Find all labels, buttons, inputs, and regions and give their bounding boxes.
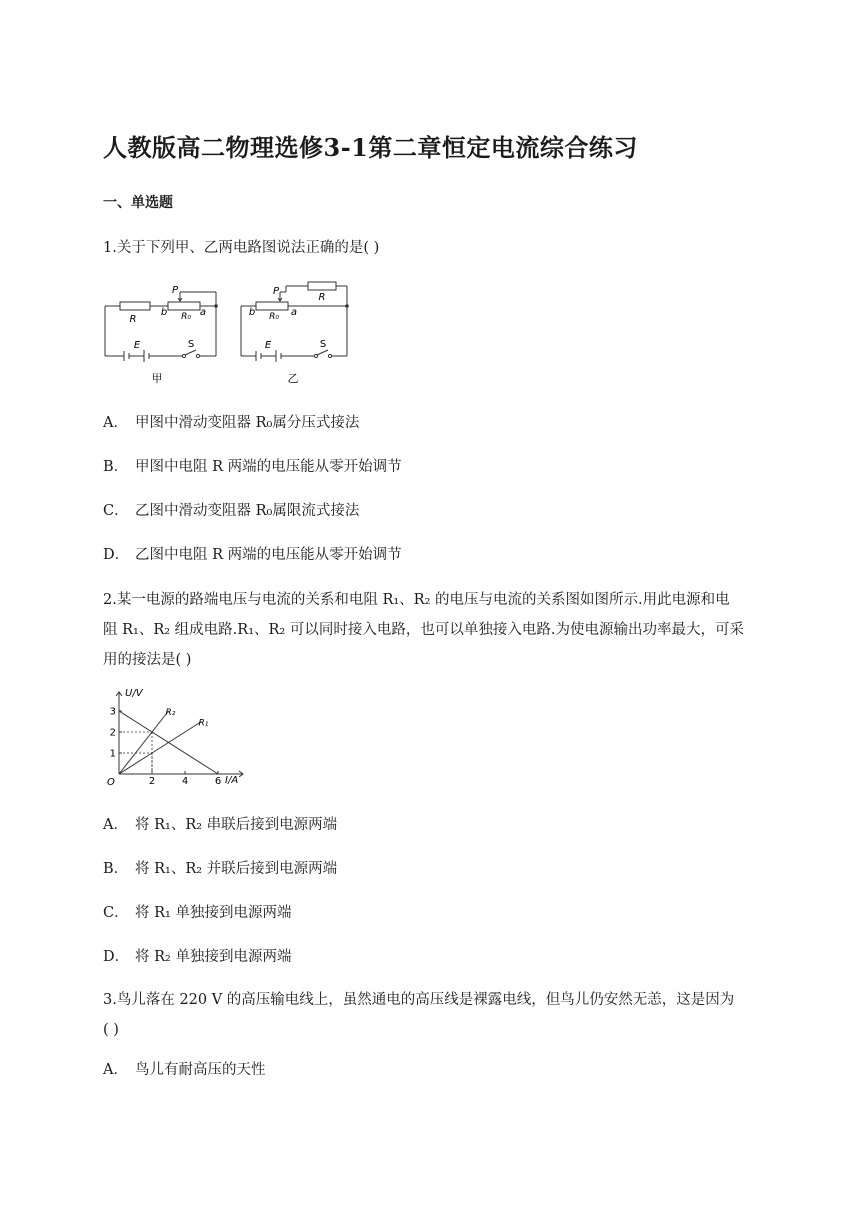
option-text: 将 R₁、R₂ 并联后接到电源两端	[135, 861, 338, 877]
label-b: b	[248, 307, 256, 318]
question-3-stem	[103, 985, 763, 1045]
caption-yi: 乙	[287, 372, 299, 385]
q2-option-a[interactable]	[103, 813, 337, 834]
label-a: a	[290, 307, 298, 318]
y-tick-label: 2	[109, 727, 116, 739]
q2-option-b[interactable]	[103, 857, 337, 878]
q1-option-c[interactable]	[103, 499, 359, 520]
option-letter: A．	[103, 1062, 128, 1078]
x-axis-label: I/A	[225, 775, 239, 786]
option-text: 将 R₂ 单独接到电源两端	[135, 949, 292, 965]
q2-option-c[interactable]	[103, 901, 291, 922]
label-S: S	[319, 339, 327, 350]
option-text: 乙图中滑动变阻器 R₀属限流式接法	[135, 503, 360, 519]
option-text: 乙图中电阻 R 两端的电压能从零开始调节	[135, 547, 402, 563]
option-letter: B．	[103, 459, 129, 475]
label-P: P	[272, 286, 280, 297]
question-1-stem: 1.关于下列甲、乙两电路图说法正确的是( )	[103, 240, 380, 256]
option-letter: C．	[103, 905, 129, 921]
question-2-stem	[103, 585, 763, 675]
label-a: a	[199, 307, 207, 318]
label-R: R	[129, 314, 137, 325]
option-letter: B．	[103, 861, 129, 877]
q1-option-b[interactable]	[103, 455, 402, 476]
q3-option-a[interactable]	[103, 1058, 266, 1079]
option-text: 甲图中电阻 R 两端的电压能从零开始调节	[135, 459, 402, 475]
series-label: R₂	[165, 708, 176, 718]
option-letter: C．	[103, 503, 129, 519]
caption-jia: 甲	[151, 372, 163, 385]
x-tick-label: 6	[214, 776, 222, 787]
u-i-graph	[103, 686, 253, 790]
label-S: S	[187, 339, 195, 350]
label-E: E	[133, 340, 141, 351]
x-tick-label: 4	[181, 776, 189, 787]
y-tick-label: 1	[109, 748, 116, 760]
x-tick-label: 2	[148, 776, 156, 787]
origin-label: O	[107, 777, 115, 788]
label-P: P	[171, 285, 179, 296]
section-heading: 一、单选题	[103, 195, 173, 211]
stem-line: 2.某一电源的路端电压与电流的关系和电阻 R₁、R₂ 的电压与电流的关系图如图所示.用此电源和电	[103, 592, 730, 608]
option-letter: D．	[103, 949, 130, 965]
option-letter: A．	[103, 817, 128, 833]
series-line-2	[119, 711, 169, 774]
option-text: 甲图中滑动变阻器 R₀属分压式接法	[135, 415, 360, 431]
page-title: 人教版高二物理选修3-1第二章恒定电流综合练习	[103, 133, 638, 162]
series-line-3	[119, 722, 202, 775]
stem-line: 阻 R₁、R₂ 组成电路.R₁、R₂ 可以同时接入电路，也可以单独接入电路.为使电源输出功率最大，可采	[103, 622, 744, 638]
series-label: R₁	[198, 718, 209, 729]
label-E: E	[264, 340, 272, 351]
label-R0: R₀	[269, 312, 279, 322]
y-axis-label: U/V	[125, 688, 143, 699]
label-b: b	[160, 307, 168, 318]
circuit-diagram-yi	[236, 278, 356, 390]
q1-option-a[interactable]	[103, 411, 359, 432]
circuit-diagram-jia	[100, 278, 225, 390]
option-text: 将 R₁ 单独接到电源两端	[135, 905, 292, 921]
label-R: R	[318, 292, 326, 303]
stem-line: ( )	[103, 1022, 119, 1038]
q2-option-d[interactable]	[103, 945, 291, 966]
y-tick-label: 3	[109, 706, 116, 718]
option-text: 将 R₁、R₂ 串联后接到电源两端	[135, 817, 338, 833]
option-text: 鸟儿有耐高压的天性	[135, 1062, 266, 1078]
stem-line: 3.鸟儿落在 220 V 的高压输电线上，虽然通电的高压线是裸露电线，但鸟儿仍安然无恙，这是因为	[103, 992, 735, 1008]
option-letter: D．	[103, 547, 130, 563]
option-letter: A．	[103, 415, 128, 431]
q1-option-d[interactable]	[103, 543, 402, 564]
stem-line: 用的接法是( )	[103, 652, 192, 668]
label-R0: R₀	[181, 312, 191, 322]
